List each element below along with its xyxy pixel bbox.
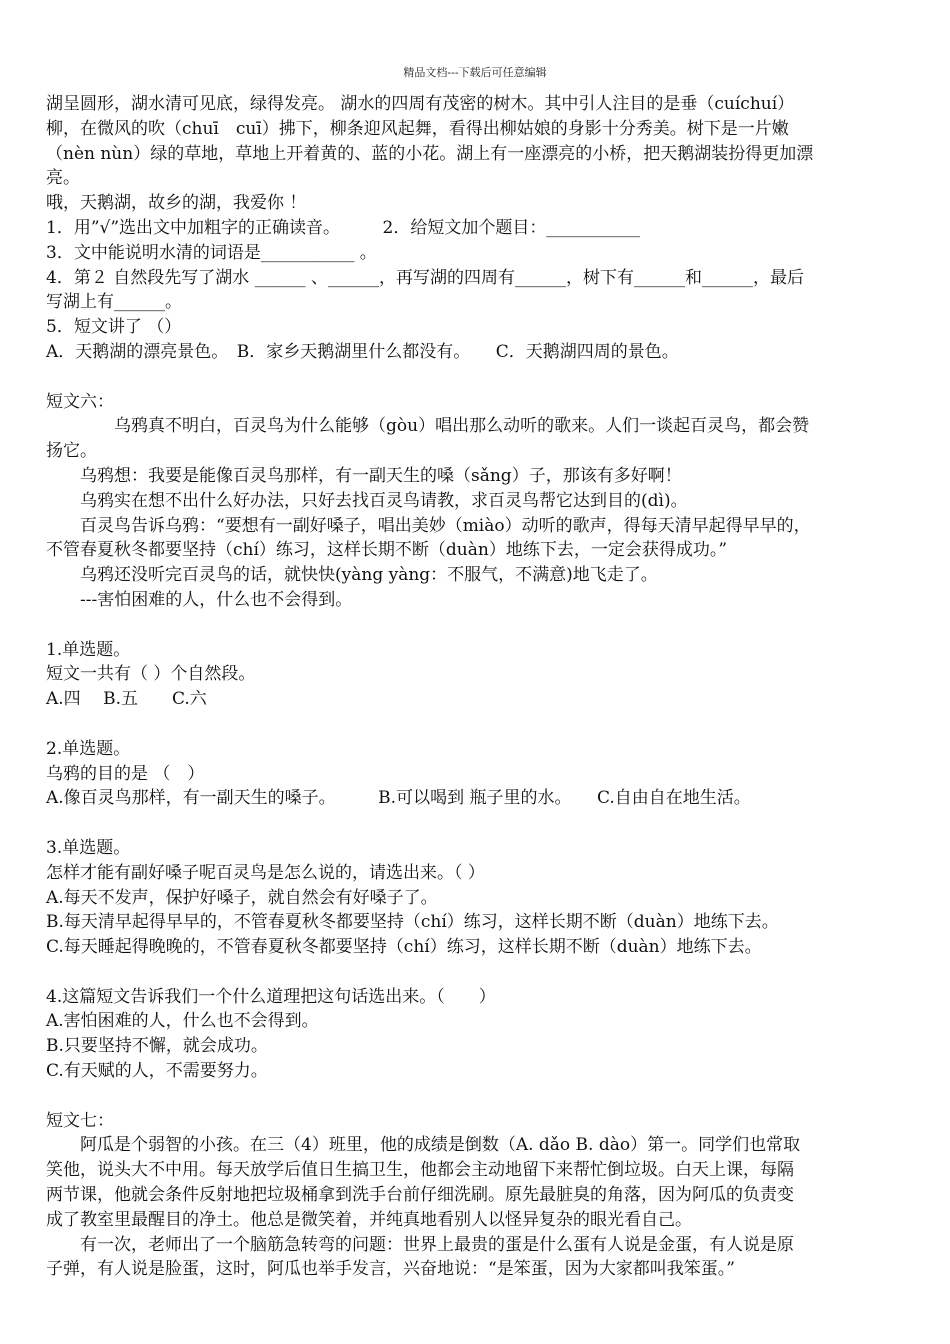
question-type: 3.单选题。: [46, 837, 131, 858]
section-title: 短文六：: [46, 391, 114, 412]
option-c: C.每天睡起得晚晚的，不管春夏秋冬都要坚持（chí）练习，这样长期不断（duàn）地练下去。: [46, 937, 762, 958]
question-4-cont: 写湖上有______。: [46, 292, 182, 313]
paragraph-cont: 子弹，有人说是脸蛋，这时，阿瓜也举手发言，兴奋地说：“是笨蛋，因为大家都叫我笨蛋。”: [46, 1259, 735, 1280]
paragraph-cont: 成了教室里最醒目的净土。他总是微笑着，并纯真地看别人以怪异复杂的眼光看自己。: [46, 1209, 692, 1230]
section-title: 短文七：: [46, 1110, 114, 1131]
question-5-options: A．天鹅湖的漂亮景色。 B．家乡天鹅湖里什么都没有。 C．天鹅湖四周的景色。: [46, 341, 679, 362]
paragraph: 乌鸦想：我要是能像百灵鸟那样，有一副天生的嗓（sǎng）子，那该有多好啊！: [80, 465, 682, 486]
passage-line: 哦，天鹅湖，故乡的湖，我爱你 ！: [46, 193, 307, 214]
question-options: A.像百灵鸟那样，有一副天生的嗓子。 B.可以喝到 瓶子里的水。 C.自由自在地生活。: [46, 788, 751, 809]
paragraph: 乌鸦真不明白，百灵鸟为什么能够（gòu）唱出那么动听的歌来。人们一谈起百灵鸟，都会赞: [114, 416, 810, 437]
question-text: 短文一共有（ ）个自然段。: [46, 664, 256, 685]
question-text: 怎样才能有副好嗓子呢百灵鸟是怎么说的，请选出来。（ ）: [46, 862, 485, 883]
paragraph-cont: 笑他，说头大不中用。每天放学后值日生搞卫生，他都会主动地留下来帮忙倒垃圾。白天上课，每隔: [46, 1160, 794, 1181]
option-b: B.每天清早起得早早的，不管春夏秋冬都要坚持（chí）练习，这样长期不断（duàn）地练下去。: [46, 912, 779, 933]
option-a: A.害怕困难的人，什么也不会得到。: [46, 1011, 319, 1032]
paragraph: 百灵鸟告诉乌鸦：“要想有一副好嗓子，唱出美妙（miào）动听的歌声，得每天清早起得早早的，: [80, 515, 811, 536]
paragraph: 阿瓜是个弱智的小孩。在三（4）班里，他的成绩是倒数（A. dǎo B. dào）第一。同学们也常取: [80, 1135, 801, 1156]
question-options: A.四 B.五 C.六: [46, 689, 207, 710]
passage-line: 亮。: [46, 168, 80, 189]
passage-five: [46, 92, 908, 365]
paragraph: 乌鸦实在想不出什么好办法，只好去找百灵鸟请教，求百灵鸟帮它达到目的(dì)。: [80, 490, 688, 511]
document-body: [46, 92, 908, 1282]
question-4: 4．第２ 自然段先写了湖水 ______ 、______，再写湖的四周有______，树下有______和______，最后: [46, 267, 805, 288]
option-b: B.只要坚持不懈，就会成功。: [46, 1036, 268, 1057]
page-header: 精品文档---下载后可任意编辑: [403, 66, 547, 79]
paragraph: ---害怕困难的人，什么也不会得到。: [80, 589, 353, 610]
passage-line: （nèn nùn）绿的草地，草地上开着黄的、蓝的小花。湖上有一座漂亮的小桥，把天鹅湖装扮得更加漂: [46, 143, 814, 164]
paragraph: 乌鸦还没听完百灵鸟的话，就快快(yàng yàng：不服气，不满意)地飞走了。: [80, 565, 658, 586]
question-text: 乌鸦的目的是 （ ）: [46, 763, 205, 784]
paragraph-cont: 两节课，他就会条件反射地把垃圾桶拿到洗手台前仔细洗刷。原先最脏臭的角落，因为阿瓜的负责变: [46, 1185, 794, 1206]
passage-six: [46, 390, 908, 1084]
question-text: 4.这篇短文告诉我们一个什么道理把这句话选出来。（ ）: [46, 986, 496, 1007]
option-a: A.每天不发声，保护好嗓子，就自然会有好嗓子了。: [46, 887, 438, 908]
paragraph: 有一次，老师出了一个脑筋急转弯的问题：世界上最贵的蛋是什么蛋有人说是金蛋，有人说是原: [80, 1234, 794, 1255]
question-3: 3．文中能说明水清的词语是___________ 。: [46, 242, 377, 263]
question-type: 2.单选题。: [46, 738, 131, 759]
passage-line: 柳，在微风的吹（chuī cuī）拂下，柳条迎风起舞，看得出柳姑娘的身影十分秀美。树下是一片嫩: [46, 118, 789, 139]
paragraph-cont: 扬它。: [46, 441, 97, 462]
paragraph-cont: 不管春夏秋冬都要坚持（chí）练习，这样长期不断（duàn）地练下去，一定会获得成功。”: [46, 540, 728, 561]
question-5: 5．短文讲了 （）: [46, 317, 182, 338]
question-type: 1.单选题。: [46, 639, 131, 660]
passage-line: 湖呈圆形，湖水清可见底，绿得发亮。 湖水的四周有茂密的树木。其中引人注目的是垂（cuíchuí）: [46, 94, 795, 114]
question-1-2: 1．用”√”选出文中加粗字的正确读音。 2．给短文加个题目：___________: [46, 217, 640, 238]
option-c: C.有天赋的人，不需要努力。: [46, 1061, 268, 1082]
passage-seven: [46, 1109, 908, 1283]
